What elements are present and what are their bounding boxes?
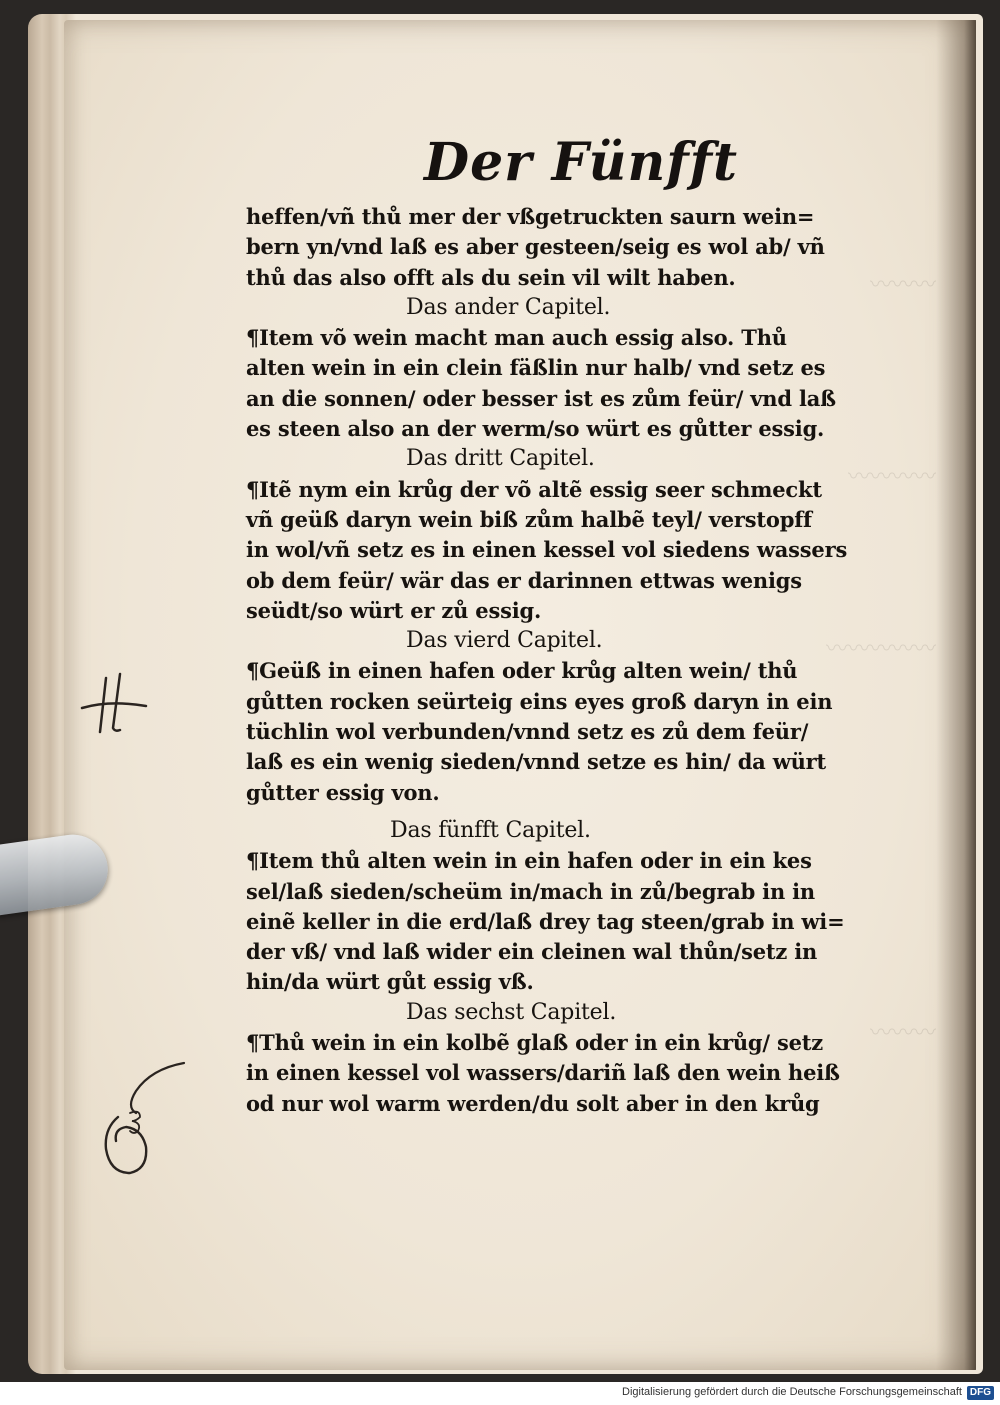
bleed-through-text: 〰〰〰 — [869, 1021, 936, 1046]
text-line: gůtter essig von. — [246, 779, 440, 805]
text-line: vñ geüß daryn wein biß zům halbẽ teyl/ verstopff — [246, 506, 812, 532]
text-line: ¶Geüß in einen hafen oder krůg alten wein/ thů — [246, 658, 798, 684]
text-line: in einen kessel vol wassers/dariñ laß den wein heiß — [246, 1060, 840, 1086]
chapter-heading: Das vierd Capitel. — [406, 628, 603, 654]
running-head: Der Fünfft — [424, 132, 739, 193]
chapter-heading: Das ander Capitel. — [406, 294, 611, 320]
bleed-through-text: 〰〰〰〰 — [847, 465, 936, 490]
text-line: tüchlin wol verbunden/vnnd setz es zů dem feür/ — [246, 719, 809, 745]
text-line: es steen also an der werm/so würt es gůtter essig. — [246, 416, 825, 442]
text-line: ¶Item thů alten wein in ein hafen oder in ein kes — [246, 848, 812, 874]
funding-credit: Digitalisierung gefördert durch die Deutsche Forschungsgemeinschaft — [622, 1386, 962, 1398]
handwritten-number-mark-icon — [96, 1055, 191, 1180]
text-line: sel/laß sieden/scheüm in/mach in zů/begrab in in — [246, 878, 815, 904]
text-line: hin/da würt gůt essig vß. — [246, 969, 534, 995]
text-line: od nur wol warm werden/du solt aber in den krůg — [246, 1090, 820, 1116]
text-line: bern yn/vnd laß es aber gesteen/seig es wol ab/ vñ — [246, 234, 825, 260]
text-line: thů das also offt als du sein vil wilt haben. — [246, 264, 736, 290]
gutter-shadow — [936, 20, 976, 1370]
text-line: an die sonnen/ oder besser ist es zům feür/ vnd laß — [246, 385, 836, 411]
bleed-through-text: 〰〰〰〰〰 — [825, 637, 936, 662]
chapter-heading: Das sechst Capitel. — [406, 999, 617, 1025]
text-line: einẽ keller in die erd/laß drey tag steen/grab in wi= — [246, 908, 845, 934]
chapter-heading: Das dritt Capitel. — [406, 446, 595, 472]
text-line: in wol/vñ setz es in einen kessel vol siedens wassers — [246, 537, 848, 563]
text-line: heffen/vñ thů mer der vßgetruckten saurn wein= — [246, 204, 815, 229]
text-line: seüdt/so würt er zů essig. — [246, 597, 542, 623]
text-line: laß es ein wenig sieden/vnnd setze es hin/ da würt — [246, 749, 826, 775]
chapter-heading: Das fünfft Capitel. — [390, 817, 591, 843]
text-block — [246, 202, 876, 1119]
bleed-through-text: 〰〰〰 — [869, 273, 936, 298]
text-line: der vß/ vnd laß wider ein cleinen wal thůn/setz in — [246, 939, 818, 965]
text-line: ¶Itẽ nym ein krůg der võ altẽ essig seer schmeckt — [246, 476, 822, 502]
handwritten-cross-mark-icon — [80, 670, 150, 740]
text-line: gůtten rocken seürteig eins eyes groß daryn in ein — [246, 688, 833, 714]
dfg-logo: DFG — [967, 1386, 994, 1400]
text-line: ¶Thů wein in ein kolbẽ glaß oder in ein krůg/ setz — [246, 1030, 823, 1056]
text-line: ¶Item võ wein macht man auch essig also. Thů — [246, 325, 787, 351]
text-line: ob dem feür/ wär das er darinnen ettwas wenigs — [246, 567, 802, 593]
text-line: alten wein in ein clein fäßlin nur halb/ vnd setz es — [246, 355, 826, 381]
footer-bar — [0, 1382, 1000, 1405]
